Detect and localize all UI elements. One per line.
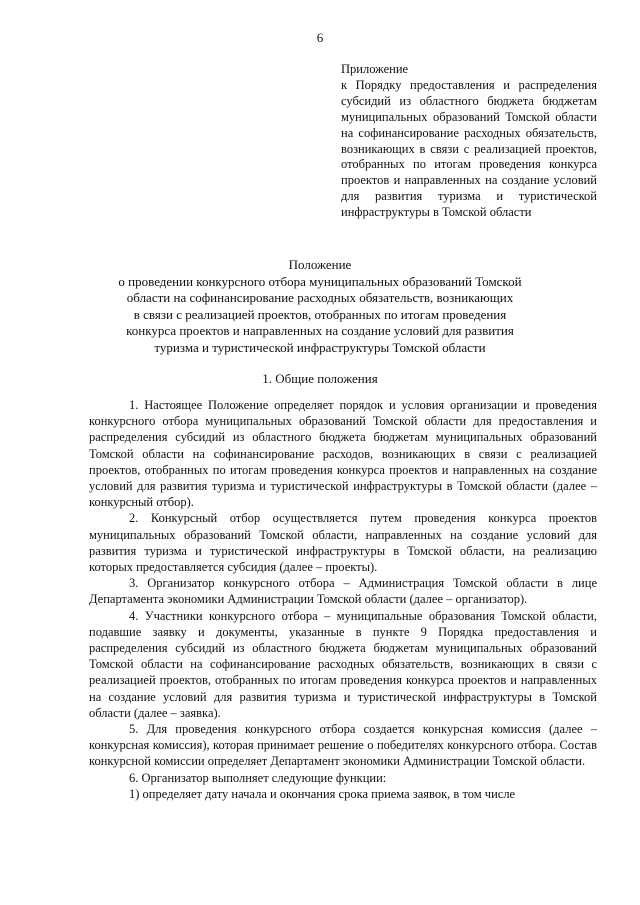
document-title: Положение — [288, 257, 352, 272]
paragraph-3: 3. Организатор конкурсного отбора – Администрация Томской области в лице Департамента экономики Администрации Томской области (далее – организатор). — [89, 576, 597, 607]
section-heading: 1. Общие положения — [262, 371, 378, 386]
appendix-title: Приложение — [341, 62, 409, 76]
section-body — [89, 397, 597, 802]
paragraph-6-item-1: 1) определяет дату начала и окончания срока приема заявок, в том числе — [129, 786, 516, 801]
paragraph-2: 2. Конкурсный отбор осуществляется путем проведения конкурса проектов муниципальных образований Томской области, направленных на создание условий для развития туризма и туристической инфраструктуры в Томской области, на реализацию которых предоставляется субсидия (далее – проекты). — [89, 511, 597, 575]
paragraph-4: 4. Участники конкурсного отбора – муниципальные образования Томской области, подавшие заявку и документы, указанные в пункте 9 Порядка предоставления и распределения субсидий из областного бюджета бюджетам муниципальных образований Томской области на софинансирование расходных обязательств, возникающих в связи с реализацией проектов, отобранных по итогам проведения конкурса проектов и направленных на создание условий для развития туризма и туристической инфраструктуры в Томской области (далее – заявка). — [89, 608, 597, 720]
paragraph-5: 5. Для проведения конкурсного отбора создается конкурсная комиссия (далее – конкурсная комиссия), которая принимает решение о победителях конкурсного отбора. Состав конкурсной комиссии определяет Департамент экономики Администрации Томской области. — [89, 722, 597, 769]
appendix-reference: к Порядку предоставления и распределения субсидий из областного бюджета бюджетам муниципальных образований Томской области на софинансирование расходных обязательств, возникающих в связи с реализацией проектов, отобранных по итогам проведения конкурса проектов и направленных на создание условий для развития туризма и туристической инфраструктуры в Томской области — [341, 77, 597, 220]
document-subtitle-line: туризма и туристической инфраструктуры Томской области — [154, 339, 486, 355]
document-subtitle-line: в связи с реализацией проектов, отобранных по итогам проведения — [133, 306, 507, 322]
appendix-block — [341, 62, 597, 221]
document-subtitle-line: конкурса проектов и направленных на создание условий для развития — [126, 323, 514, 338]
paragraph-6: 6. Организатор выполняет следующие функции: — [129, 770, 387, 785]
document-subtitle-line: области на софинансирование расходных обязательств, возникающих — [126, 290, 514, 305]
paragraph-1: 1. Настоящее Положение определяет порядок и условия организации и проведения конкурсного отбора муниципальных образований Томской области для предоставления и распределения субсидий из областного бюджета бюджетам муниципальных образований Томской области на софинансирование расходов, возникающих в связи с реализацией проектов, отобранных по итогам проведения конкурса проектов и направленных на создание условий для развития туризма и туристической инфраструктуры в Томской области (далее – конкурсный отбор). — [89, 398, 597, 510]
document-title-block — [60, 257, 580, 356]
document-subtitle-line: о проведении конкурсного отбора муниципальных образований Томской — [118, 273, 522, 289]
page-number: 6 — [316, 30, 324, 45]
